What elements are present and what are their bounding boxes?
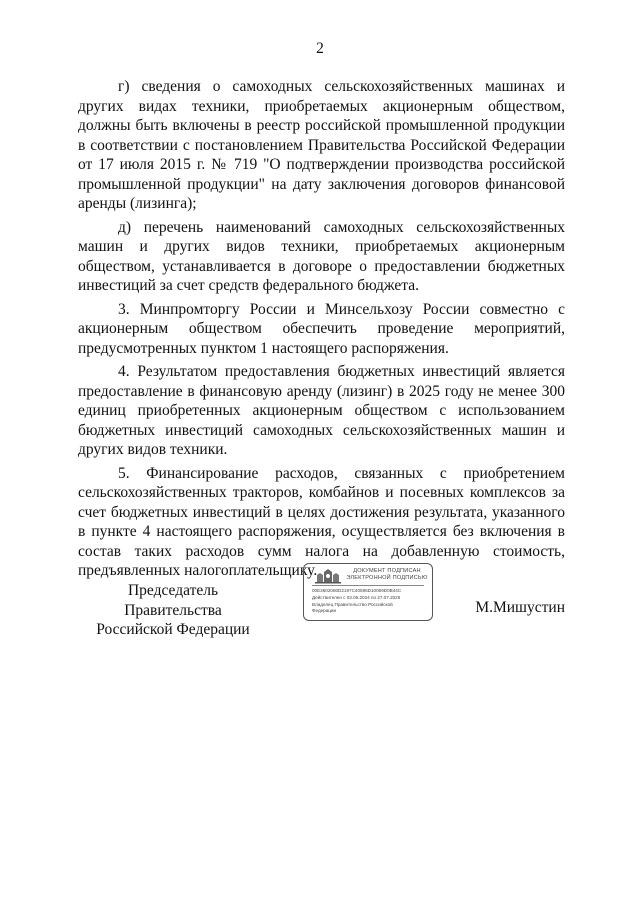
signatory-title bbox=[78, 581, 268, 640]
stamp-owner-line2: Федерации bbox=[312, 608, 337, 613]
stamp-certificate-number: 00E3602080D2197C40596D10069D0B44C bbox=[312, 588, 402, 593]
page-number: 2 bbox=[316, 40, 324, 57]
stamp-divider bbox=[312, 585, 424, 586]
paragraph-item-5: 5. Финансирование расходов, связанных с приобретением сельскохозяйственных тракторов, комбайнов и посевных комплексов за счет бюджетных инвестиций в целях достижения результата, указанного в пункте 4 настоящего распоряжения, осуществляется без включения в состав таких расходов сумм налога на добавленную стоимость, предъявленных налогоплательщику. bbox=[78, 464, 565, 579]
paragraph-item-d: д) перечень наименований самоходных сельскохозяйственных машин и других видов техники, приобретаемых акционерным обществом, устанавливается в договоре о предоставлении бюджетных инвестиций за счет средств федерального бюджета. bbox=[78, 218, 565, 294]
electronic-signature-stamp bbox=[303, 563, 433, 621]
paragraph-item-4: 4. Результатом предоставления бюджетных инвестиций является предоставление в финансовую аренду (лизинг) в 2025 году не менее 300 единиц приобретенных акционерным обществом с использованием бюджетных инвестиций самоходных сельскохозяйственных машин и других видов техники. bbox=[78, 363, 565, 458]
paragraph-item-3: 3. Минпромторгу России и Минсельхозу России совместно с акционерным обществом обеспечить проведение мероприятий, предусмотренных пунктом 1 настоящего распоряжения. bbox=[78, 300, 565, 357]
stamp-heading bbox=[346, 568, 428, 582]
signatory-title-line1: Председатель Правительства bbox=[124, 582, 222, 619]
signatory-name: М.Мишустин bbox=[475, 599, 565, 616]
stamp-heading-line2: ЭЛЕКТРОННОЙ ПОДПИСЬЮ bbox=[346, 575, 428, 581]
stamp-validity: Действителен с 03.05.2024 по 27.07.2026 bbox=[312, 595, 401, 600]
paragraph-item-g: г) сведения о самоходных сельскохозяйственных машинах и других видах техники, приобретаемых акционерным обществом, должны быть включены в реестр российской промышленной продукции в соответствии с постановлением Правительства Российской Федерации от 17 июля 2015 г. № 719 "О подтверждении производства российской промышленной продукции" на дату заключения договоров финансовой аренды (лизинга); bbox=[78, 78, 565, 212]
stamp-heading-line1: ДОКУМЕНТ ПОДПИСАН bbox=[353, 568, 421, 574]
document-body bbox=[78, 77, 565, 585]
signatory-title-line2: Российской Федерации bbox=[96, 621, 250, 638]
stamp-owner-line1: Владелец Правительство Российской bbox=[312, 602, 393, 607]
coat-of-arms-icon bbox=[314, 568, 342, 584]
